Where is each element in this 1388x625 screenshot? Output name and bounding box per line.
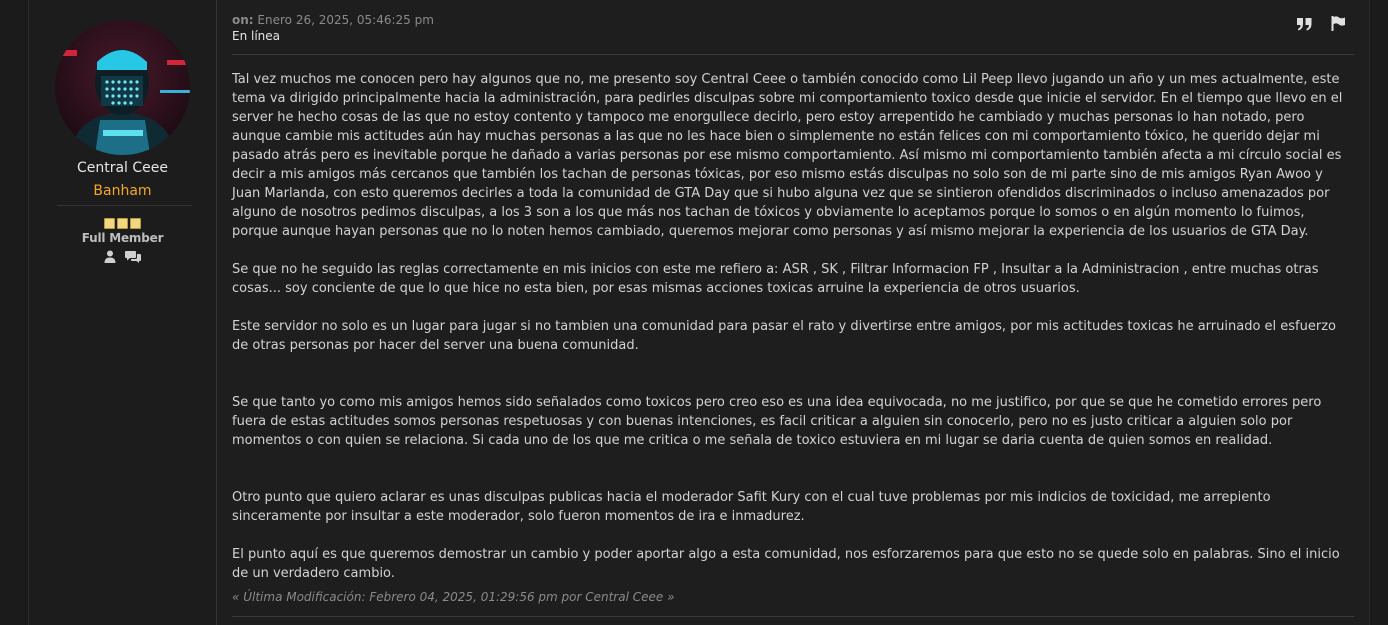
avatar[interactable] [55, 20, 190, 155]
messages-icon[interactable] [125, 248, 141, 267]
post-content-panel [217, 0, 1369, 625]
forum-post-container [28, 0, 1370, 625]
profile-icon[interactable] [104, 248, 116, 267]
post-footer-divider [232, 616, 1354, 617]
post-paragraph: Este servidor no solo es un lugar para jugar si no tambien una comunidad para pasar el rato y divertirse entre amigos, por mis actitudes toxicas he arruinado el esfuerzo de otras personas por hacer del server una buena comunidad. [232, 319, 1336, 353]
rank-stars [29, 214, 216, 226]
poster-group: Banham [93, 183, 152, 199]
poster-rank: Full Member [81, 231, 164, 245]
post-paragraph: El punto aquí es que queremos demostrar un cambio y poder aportar algo a esta comunidad, nos esforzaremos para que esto no se quede solo en palabras. Sino el inicio de un verdadero cambio. [232, 547, 1340, 581]
post-date-label: on: [232, 13, 254, 27]
report-flag-icon[interactable] [1331, 16, 1345, 35]
poster-icons [29, 247, 216, 267]
poster-name[interactable]: Central Ceee [76, 160, 169, 176]
poster-info-panel [29, 0, 217, 625]
post-paragraph: Tal vez muchos me conocen pero hay algunos que no, me presento soy Central Ceee o también conocido como Lil Peep llevo jugando un año y un mes actualmente, este tema va dirigido principalmente hacia la administración, para pedirles disculpas sobre mi comportamiento toxico desde que inicie el servidor. En el tiempo que llevo en el server he hecho cosas de las que no estoy contento y tampoco me enorgullece decirlo, pero estoy arrepentido he cambiado y muchas personas lo han notado, pero aunque cambie mis actitudes aún hay muchas personas a las que no les hace bien o simplemente no están felices con mi comportamiento tóxico, he querido dejar mi pasado atrás pero es inevitable porque he dañado a varias personas por ese mismo comportamiento. Así mismo mi comportamiento también afecta a mi círculo social es decir a mis amigos más cercanos que también los tachan de personas tóxicas, por eso mismo estás disculpas no solo son de mi parte sino de mis amigos Ryan Awoo y Juan Marlanda, con esto queremos decirles a toda la comunidad de GTA Day que si hubo alguna vez que se sintieron ofendidos discriminados o incluso amenazados por alguno de nosotros pedimos disculpas, a los 3 son a los que más nos tachan de tóxicos y obviamente lo aceptamos porque lo somos o en algún momento lo fuimos, porque aunque hayan personas que no lo noten hemos cambiado, queremos mejorar como personas y así mismo mejorar la experiencia de los usuarios de GTA Day. [232, 72, 1343, 239]
quote-icon[interactable] [1297, 16, 1312, 35]
post-date [232, 13, 434, 27]
rank-star-icon [104, 218, 115, 229]
last-modified-note: « Última Modificación: Febrero 04, 2025, 01:29:56 pm por Central Ceee » [232, 590, 675, 604]
rank-star-icon [117, 218, 128, 229]
post-paragraph: Se que tanto yo como mis amigos hemos sido señalados como toxicos pero creo eso es una idea equivocada, no me justifico, por que se que he cometido errores pero fuera de estas actitudes somos personas respetuosas y con buenas intenciones, es facil criticar a alguien sin conocerlo, pero no es justo criticar a alguien solo por momentos o con quien se relaciona. Si cada uno de los que me critica o me señala de toxico estuviera en mi lugar se daria cuenta de quien somos en realidad. [232, 395, 1322, 448]
post-paragraph: Se que no he seguido las reglas correctamente en mis inicios con este me refiero a: ASR , SK , Filtrar Informacion FP , Insultar a la Administracion , entre muchas otras cosas... soy conciente de que lo que hice no esta bien, por esas mismas acciones toxicas arruine la experiencia de otros usuarios. [232, 262, 1319, 296]
post-date-value: Enero 26, 2025, 05:46:25 pm [257, 13, 434, 27]
poster-divider [57, 205, 192, 206]
post-actions [1283, 16, 1345, 35]
post-paragraph: Otro punto que quiero aclarar es unas disculpas publicas hacia el moderador Safit Kury con el cual tuve problemas por mis indicios de toxicidad, me arrepiento sinceramente por insultar a este moderador, solo fueron momentos de ira e inmadurez. [232, 490, 1271, 524]
online-status: En línea [232, 29, 281, 43]
post-header-divider [232, 54, 1354, 55]
post-body [232, 70, 1347, 583]
rank-star-icon [130, 218, 141, 229]
